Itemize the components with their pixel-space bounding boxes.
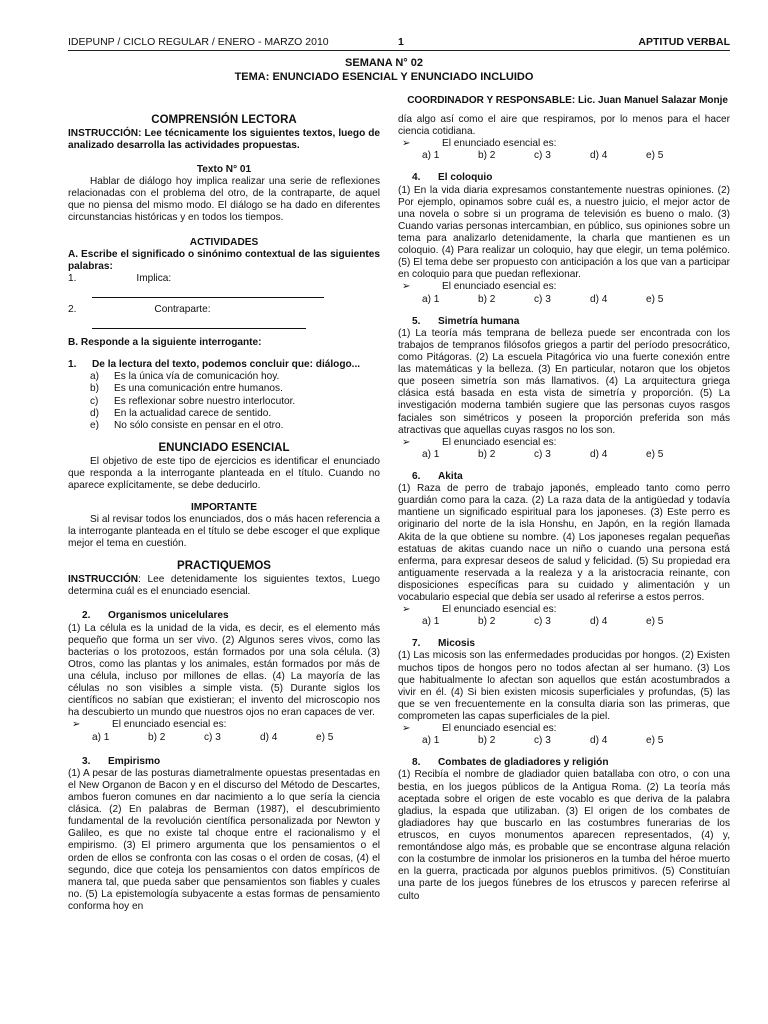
exercise-title: Akita (438, 470, 463, 482)
option-text: En la actualidad carece de sentido. (114, 407, 272, 419)
answer-option-d[interactable]: d) 4 (590, 150, 608, 162)
answer-line-1[interactable] (92, 285, 324, 298)
exercise-7-prompt (398, 723, 730, 735)
exercise-6-body: (1) Raza de perro de trabajo japonés, empleado tanto como perro guardián como para la caza. (2) La raza data de la antigüedad y todavía mantiene un significado espiritual para los japoneses. (3) Este perro es originario del norte de la isla Honshu, en Japón, en la región llamada Akita de la que obtiene su nombre. (4) Los japoneses regalan pequeñas estatuas de akitas cuando nace un niño o cuando una persona está enferma, para expresar deseos de salud y felicidad. (5) Su propiedad era antiguamente reservada a la realeza y a la aristocracia reinante, con disposiciones específicas para su cuidado y alimentación y un vocabulario especial que debía ser usado al referirse a estos perros. (398, 483, 730, 604)
instruction-2-text: : Lee detenidamente los siguientes textos, Luego determina cuál es el enunciado esencial. (68, 574, 380, 598)
section-comprension: COMPRENSIÓN LECTORA (151, 114, 297, 126)
option-text: No sólo consiste en pensar en el otro. (114, 419, 284, 431)
option-a[interactable] (68, 371, 380, 383)
prompt-label: El enunciado esencial es: (442, 138, 557, 150)
answer-option-c[interactable]: c) 3 (534, 616, 551, 628)
arrow-icon: ➢ (402, 604, 411, 616)
answer-option-b[interactable]: b) 2 (478, 448, 496, 460)
answer-option-c[interactable]: c) 3 (534, 293, 551, 305)
exercise-num: 8. (412, 757, 421, 769)
answer-option-e[interactable]: e) 5 (646, 150, 664, 162)
exercise-7-body: (1) Las micosis son las enfermedades producidas por hongos. (2) Existen muchos tipos de hongos pero no todos afectan al ser humano. (3) Los que habitualmente lo afectan son aquellos que están acostumbrados a vivir en él. (4) Si bien existen micosis superficiales y profundas, (5) las que se ven frecuentemente en la consulta diaria son las primeras, que comprometen las capas superficiales de la piel. (398, 650, 730, 723)
page-number: 1 (398, 36, 404, 48)
option-key: d) (90, 407, 99, 419)
option-d[interactable] (68, 408, 380, 420)
activity-a: A. Escribe el significado o sinónimo contextual de las siguientes palabras: (68, 248, 380, 272)
answer-option-c[interactable]: c) 3 (534, 150, 551, 162)
exercise-title: Organismos unicelulares (108, 610, 229, 622)
word-2-row (68, 304, 380, 316)
exercise-3-continued: día algo así como el aire que respiramos, por lo menos para el hacer ciencia cotidiana. (398, 114, 730, 138)
answer-option-b[interactable]: b) 2 (478, 616, 496, 628)
esencial-body: El objetivo de este tipo de ejercicios es identificar el enunciado que responda a la interrogante planteada en el título. Cuando no aparece explícitamente, se debe deducirlo. (68, 455, 380, 491)
answer-option-c[interactable]: c) 3 (534, 735, 551, 747)
option-text: Es reflexionar sobre nuestro interlocutor. (114, 395, 296, 407)
instruction-text: Lee técnicamente los siguientes textos, luego de analizado desarrolla las actividades propuestas. (68, 127, 380, 151)
option-key: e) (90, 419, 99, 431)
exercise-4-prompt (398, 281, 730, 293)
exercise-5-prompt (398, 437, 730, 449)
word-2-num: 2. (68, 304, 77, 315)
prompt-label: El enunciado esencial es: (442, 436, 557, 448)
answer-option-a[interactable]: a) 1 (422, 616, 440, 628)
exercise-7-title (412, 638, 730, 650)
answer-option-e[interactable]: e) 5 (646, 293, 664, 305)
exercise-num: 3. (82, 755, 91, 767)
answer-option-e[interactable]: e) 5 (646, 735, 664, 747)
answer-option-d[interactable]: d) 4 (260, 731, 278, 743)
exercise-3-body: (1) A pesar de las posturas diametralmente opuestas presentadas en el New Organon de Bacon y en el discurso del Método de Descartes, ambos fueron comunes en dar nacimiento a lo que sería la ciencia clásica. (2) En palabras de Berman (1987), el descubrimiento fundamental de la revolución científica personalizada por Newton y Galileo, es que no existe tal choque entre el racionalismo y el empirismo. (3) El primero argumenta que los pensamientos o el orden de ellos se confronta con las cosas o el orden de cosas, (4) el segundo, dice que coteja los pensamientos con datos empíricos de manera tal, que pueda saber que pensamientos son fiables y cuales no. (5) La epistemología subyacente a estas formas de pensamiento conforma hoy en (68, 767, 380, 912)
arrow-icon: ➢ (402, 138, 411, 150)
section-enunciado-esencial: ENUNCIADO ESENCIAL (158, 441, 290, 454)
right-column (398, 114, 730, 903)
header-course: IDEPUNP / CICLO REGULAR / ENERO - MARZO 2010 (68, 36, 329, 48)
exercise-title: Empirismo (108, 755, 161, 767)
word-1-num: 1. (68, 272, 77, 284)
answer-option-e[interactable]: e) 5 (646, 448, 664, 460)
word-1-row (68, 273, 380, 285)
option-text: Es la única vía de comunicación hoy. (114, 371, 280, 383)
exercise-3-options (398, 150, 730, 162)
exercise-4-options (398, 294, 730, 306)
instruction-2-label: INSTRUCCIÓN (68, 574, 139, 586)
exercise-num: 5. (412, 315, 421, 327)
question-1 (68, 359, 380, 371)
exercise-num: 4. (412, 172, 421, 184)
answer-option-e[interactable]: e) 5 (316, 731, 334, 743)
answer-option-d[interactable]: d) 4 (590, 448, 608, 460)
header-subject: APTITUD VERBAL (638, 36, 730, 48)
text1-title: Texto N° 01 (196, 164, 252, 176)
answer-option-b[interactable]: b) 2 (478, 150, 496, 162)
exercise-6-title (412, 471, 730, 483)
prompt-label: El enunciado esencial es: (442, 723, 557, 735)
activity-b: B. Responde a la siguiente interrogante: (68, 337, 262, 349)
exercise-3-prompt (398, 138, 730, 150)
option-b[interactable] (68, 383, 380, 395)
exercise-5-body: (1) La teoría más temprana de belleza puede ser encontrada con los trabajos de tempranos filósofos griegos a partir del período presocrático, como Pitágoras. (2) La escuela Pitagórica vio una fuerte conexión entre las matemáticas y la belleza. (3) En particular, notaron que los objetos que poseen simetría son más llamativos. (4) La arquitectura griega clásica está basada en esta vista de simetría y proporción. (5) La investigación moderna también sugiere que las personas cuyos rasgos faciales son simétricos y poseen la proporción preferida son más atractivas que aquellas cuyas rasgos no los son. (398, 327, 730, 436)
answer-option-a[interactable]: a) 1 (422, 735, 440, 747)
prompt-label: El enunciado esencial es: (112, 719, 227, 731)
important-body: Si al revisar todos los enunciados, dos o más hacen referencia a la interrogante planteada en el título se debe escoger el que explique mejor el tema en cuestión. (68, 514, 380, 550)
exercise-title: Combates de gladiadores y religión (438, 757, 609, 769)
answer-option-d[interactable]: d) 4 (590, 616, 608, 628)
option-key: a) (90, 371, 99, 383)
header-divider (68, 50, 730, 51)
exercise-2-prompt (68, 719, 380, 731)
exercise-2-title (82, 610, 380, 622)
prompt-label: El enunciado esencial es: (442, 604, 557, 616)
answer-option-c[interactable]: c) 3 (534, 448, 551, 460)
week-title: SEMANA N° 02 (345, 57, 423, 69)
exercise-8-title (412, 757, 730, 769)
important-heading: IMPORTANTE (191, 502, 257, 513)
exercise-title: Simetría humana (438, 315, 520, 327)
answer-option-a[interactable]: a) 1 (422, 293, 440, 305)
exercise-7-options (398, 735, 730, 747)
answer-option-c[interactable]: c) 3 (204, 731, 221, 743)
prompt-label: El enunciado esencial es: (442, 281, 557, 293)
answer-option-b[interactable]: b) 2 (478, 735, 496, 747)
topic-title: TEMA: ENUNCIADO ESENCIAL Y ENUNCIADO INCLUIDO (234, 71, 534, 83)
exercise-8-body: (1) Recibía el nombre de gladiador quien batallaba con otro, o con una bestia, en los juegos públicos de la Antigua Roma. (2) La teoría más aceptada sobre el origen de este vocablo es que deriva de la palabra gladius, la espada que utilizaban. (3) El origen de los combates de gladiadores hay que buscarlo en las costumbres funerarias de los etruscos, en cuyos monumentos aparecen representados, (4) y, remontándose algo más, es probable que se encontrase alguna relación con la costumbre de inmolar los prisioneros en la tumba del héroe muerto en la guerra, practicada por algunos pueblos primitivos. (5) Constituían una parte de los juegos fúnebres de los etruscos y parecen referirse al culto (398, 769, 730, 902)
exercise-5-options (398, 449, 730, 461)
answer-line-2[interactable] (92, 316, 306, 329)
exercise-num: 7. (412, 638, 421, 650)
answer-option-d[interactable]: d) 4 (590, 735, 608, 747)
exercise-title: Micosis (438, 638, 476, 650)
word-2-label: Contraparte: (154, 304, 211, 315)
answer-option-e[interactable]: e) 5 (646, 616, 664, 628)
option-c[interactable] (68, 396, 380, 408)
arrow-icon: ➢ (402, 436, 411, 448)
exercise-2-options (68, 732, 380, 744)
exercise-2-body: (1) La célula es la unidad de la vida, es decir, es el elemento más pequeño que forma un ser vivo. (2) Algunos seres vivos, como las bacterias o los protozoos, están formados por una sola célula. (3) Otros, como las plantas y los animales, están formados por más de una célula, incluso por millones de ellas. (4) La mayoría de las células no son visibles a simple vista. (5) Durante siglos los científicos no sabían que existieran; el invento del microscopio nos ha descubierto un mundo que nuestros ojos no eran capaces de ver. (68, 622, 380, 719)
question-1-num: 1. (68, 359, 77, 371)
exercise-title: El coloquio (438, 172, 493, 184)
arrow-icon: ➢ (402, 281, 411, 293)
exercise-5-title (412, 316, 730, 328)
question-1-options (68, 371, 380, 432)
exercise-6-options (398, 616, 730, 628)
exercise-4-body: (1) En la vida diaria expresamos constantemente nuestras opiniones. (2) Por ejemplo, opinamos sobre cuál es, a nuestro juicio, el mejor actor de una novela o sobre si un programa de televisión es bueno o malo. (3) Cuando varias personas intercambian, en público, sus opiniones sobre un tema para analizarlo detenidamente, la charla que mantienen es un coloquio. (4) Para realizar un coloquio, hay que elegir, un tema polémico. (5) El tema debe ser propuesto con anticipación a los que van a participar en coloquio para que puedan reflexionar. (398, 184, 730, 281)
answer-option-b[interactable]: b) 2 (478, 293, 496, 305)
exercise-3-title (82, 756, 380, 768)
instruction-label: INSTRUCCIÓN: (68, 127, 142, 139)
exercise-num: 2. (82, 610, 91, 622)
answer-option-a[interactable]: a) 1 (92, 731, 110, 743)
answer-option-a[interactable]: a) 1 (422, 150, 440, 162)
arrow-icon: ➢ (402, 723, 411, 735)
option-text: Es una comunicación entre humanos. (114, 383, 283, 395)
exercise-num: 6. (412, 470, 421, 482)
coordinator-line: COORDINADOR Y RESPONSABLE: Lic. Juan Manuel Salazar Monje (407, 95, 728, 106)
answer-option-d[interactable]: d) 4 (590, 293, 608, 305)
instruction-1 (68, 128, 380, 152)
text1-body: Hablar de diálogo hoy implica realizar una serie de reflexiones relacionadas con el problema del otro, de la contraparte, de aquel que no piensa del mismo modo. El diálogo se ha dado en diferentes circunstancias históricas y en todos los tiempos. (68, 176, 380, 224)
answer-option-b[interactable]: b) 2 (148, 731, 166, 743)
arrow-icon: ➢ (72, 719, 81, 731)
page-header (68, 36, 730, 50)
option-key: b) (90, 383, 99, 395)
option-key: c) (90, 395, 99, 407)
left-column (68, 114, 380, 913)
option-e[interactable] (68, 420, 380, 432)
exercise-6-prompt (398, 604, 730, 616)
answer-option-a[interactable]: a) 1 (422, 448, 440, 460)
word-1-label: Implica: (136, 272, 172, 284)
instruction-2 (68, 574, 380, 598)
section-practiquemos: PRACTIQUEMOS (177, 560, 271, 573)
exercise-4-title (412, 172, 730, 184)
question-1-text: De la lectura del texto, podemos concluir que: diálogo... (92, 359, 361, 371)
activities-heading: ACTIVIDADES (189, 236, 259, 248)
